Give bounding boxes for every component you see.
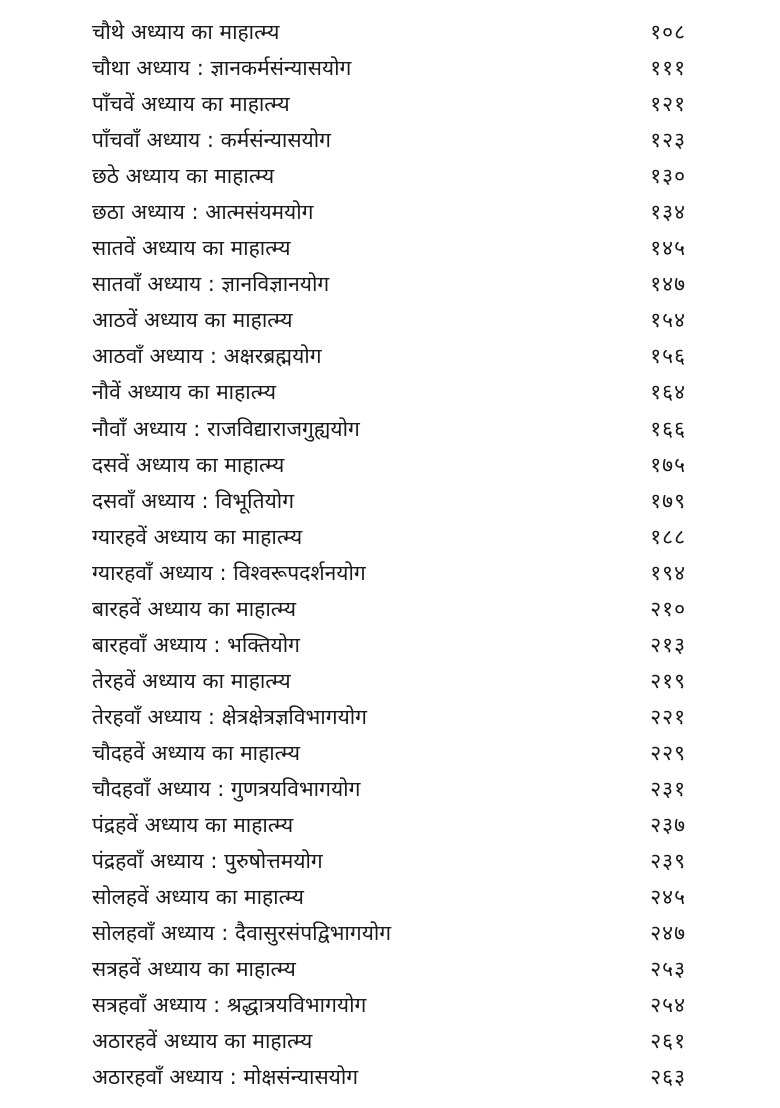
toc-entry-title: आठवें अध्याय का माहात्म्य [92, 308, 293, 333]
toc-entry-title: पाँचवें अध्याय का माहात्म्य [92, 92, 290, 117]
toc-entry [92, 86, 686, 122]
toc-entry-page-number: १५६ [650, 344, 686, 369]
toc-entry-page-number: २१० [650, 596, 686, 621]
toc-entry [92, 915, 686, 951]
toc-entry-page-number: १८८ [650, 524, 686, 549]
toc-entry-page-number: २३१ [650, 777, 686, 801]
toc-entry-page-number: १५४ [650, 308, 686, 333]
toc-entry-title: सातवाँ अध्याय : ज्ञानविज्ञानयोग [92, 272, 330, 297]
toc-entry-title: सातवें अध्याय का माहात्म्य [92, 236, 291, 261]
toc-entry-title: छठा अध्याय : आत्मसंयमयोग [92, 200, 314, 225]
toc-entry [92, 447, 686, 483]
toc-entry-page-number: १७९ [650, 488, 686, 513]
toc-entry-title: छठे अध्याय का माहात्म्य [92, 164, 275, 189]
toc-entry-page-number: १३४ [650, 200, 686, 225]
toc-entry-title: पंद्रहवें अध्याय का माहात्म्य [92, 813, 294, 838]
toc-entry-page-number: २२१ [650, 704, 686, 729]
toc-entry [92, 338, 686, 374]
toc-entry [92, 699, 686, 735]
toc-entry-page-number: १७५ [650, 452, 686, 477]
toc-entry-page-number: १२१ [650, 92, 686, 117]
toc-entry-title: पंद्रहवाँ अध्याय : पुरुषोत्तमयोग [92, 849, 323, 874]
toc-entry-title: बारहवें अध्याय का माहात्म्य [92, 596, 297, 621]
toc-entry-page-number: २६१ [650, 1029, 686, 1054]
toc-entry [92, 771, 686, 807]
toc-entry-title: नौवें अध्याय का माहात्म्य [92, 380, 277, 405]
toc-entry [92, 14, 686, 50]
toc-entry-title: आठवाँ अध्याय : अक्षरब्रह्मयोग [92, 344, 322, 369]
toc-entry [92, 843, 686, 879]
toc-entry [92, 519, 686, 555]
toc-entry-page-number: २१९ [650, 668, 686, 693]
table-of-contents [92, 14, 686, 1095]
toc-entry-page-number: १४५ [650, 236, 686, 261]
toc-entry-title: अठारहवाँ अध्याय : मोक्षसंन्यासयोग [92, 1065, 359, 1090]
toc-entry-page-number: २६३ [650, 1065, 686, 1090]
toc-entry-page-number: २३७ [650, 813, 686, 838]
toc-entry-title: चौदहवें अध्याय का माहात्म्य [92, 740, 300, 765]
toc-entry-title: चौथा अध्याय : ज्ञानकर्मसंन्यासयोग [92, 56, 352, 81]
toc-entry [92, 807, 686, 843]
toc-entry [92, 1023, 686, 1059]
toc-entry [92, 591, 686, 627]
toc-entry-title: ग्यारहवाँ अध्याय : विश्वरूपदर्शनयोग [92, 560, 366, 585]
toc-entry-title: दसवाँ अध्याय : विभूतियोग [92, 488, 295, 513]
toc-entry [92, 483, 686, 519]
toc-entry-title: सत्रहवाँ अध्याय : श्रद्धात्रयविभागयोग [92, 993, 367, 1018]
toc-entry-page-number: २४५ [650, 885, 686, 910]
toc-entry-title: अठारहवें अध्याय का माहात्म्य [92, 1029, 313, 1054]
toc-entry [92, 50, 686, 86]
toc-entry-page-number: २३९ [650, 849, 686, 874]
toc-entry [92, 374, 686, 410]
toc-entry [92, 879, 686, 915]
toc-entry-page-number: १६६ [650, 416, 686, 441]
toc-entry-title: तेरहवें अध्याय का माहात्म्य [92, 668, 291, 693]
toc-entry [92, 194, 686, 230]
toc-entry-title: सोलहवाँ अध्याय : दैवासुरसंपद्विभागयोग [92, 921, 392, 946]
toc-entry-title: नौवाँ अध्याय : राजविद्याराजगुह्ययोग [92, 416, 360, 441]
toc-entry-page-number: १६४ [650, 380, 686, 405]
toc-entry-page-number: २५४ [650, 993, 686, 1018]
toc-entry [92, 951, 686, 987]
toc-entry [92, 627, 686, 663]
toc-entry [92, 158, 686, 194]
toc-entry-title: ग्यारहवें अध्याय का माहात्म्य [92, 524, 303, 549]
toc-entry [92, 266, 686, 302]
toc-entry [92, 1059, 686, 1095]
toc-entry-page-number: १९४ [650, 560, 686, 585]
toc-entry-title: पाँचवाँ अध्याय : कर्मसंन्यासयोग [92, 128, 331, 153]
toc-entry [92, 555, 686, 591]
toc-entry-page-number: २४७ [650, 921, 686, 946]
toc-entry-title: तेरहवाँ अध्याय : क्षेत्रक्षेत्रज्ञविभागयोग [92, 704, 368, 729]
toc-entry-title: सोलहवें अध्याय का माहात्म्य [92, 885, 304, 910]
toc-entry [92, 122, 686, 158]
toc-entry [92, 302, 686, 338]
toc-entry-page-number: १३० [650, 164, 686, 189]
toc-entry-page-number: १२३ [650, 128, 686, 153]
toc-entry-title: सत्रहवें अध्याय का माहात्म्य [92, 957, 296, 982]
toc-entry [92, 230, 686, 266]
toc-entry-page-number: १४७ [650, 272, 686, 297]
toc-entry-page-number: २२९ [650, 740, 686, 765]
toc-entry-title: चौथे अध्याय का माहात्म्य [92, 20, 280, 45]
toc-entry-title: बारहवाँ अध्याय : भक्तियोग [92, 632, 300, 657]
toc-entry-page-number: १११ [650, 56, 686, 81]
toc-entry [92, 411, 686, 447]
toc-entry-page-number: २५३ [650, 957, 686, 982]
toc-entry [92, 735, 686, 771]
toc-entry [92, 987, 686, 1023]
toc-entry-page-number: १०८ [650, 20, 686, 45]
toc-entry [92, 663, 686, 699]
toc-entry-page-number: २१३ [650, 632, 686, 657]
toc-entry-title: चौदहवाँ अध्याय : गुणत्रयविभागयोग [92, 777, 361, 801]
toc-entry-title: दसवें अध्याय का माहात्म्य [92, 452, 285, 477]
